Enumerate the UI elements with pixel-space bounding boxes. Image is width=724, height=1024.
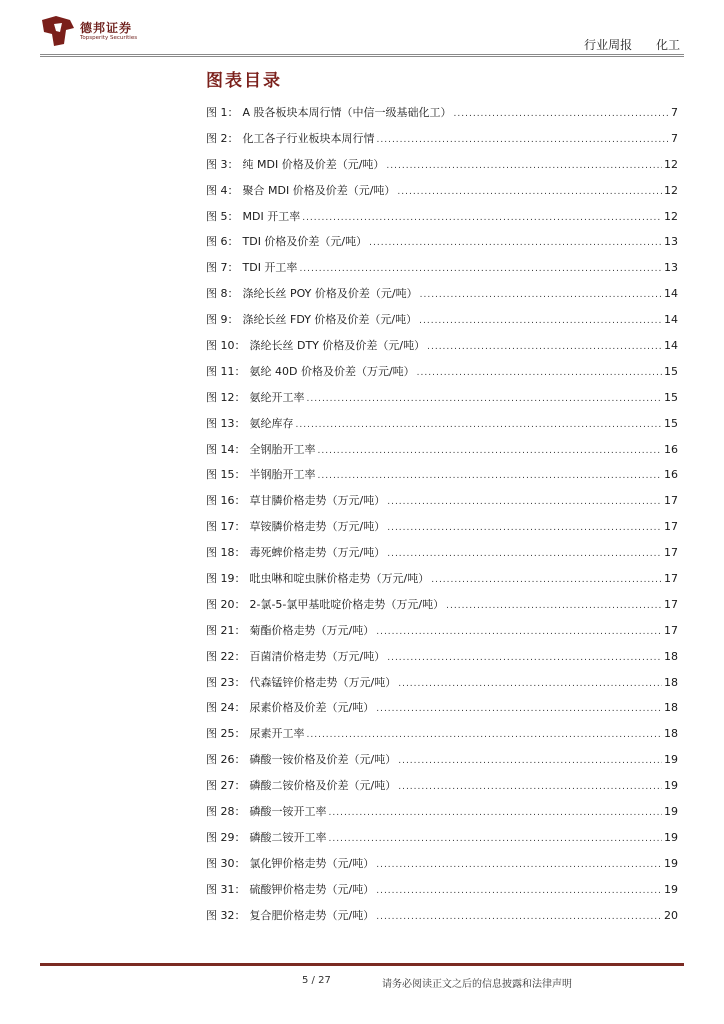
toc-entry[interactable] xyxy=(206,622,678,648)
figure-page-number: 17 xyxy=(664,546,678,560)
figure-page-number: 18 xyxy=(664,675,678,689)
figure-title: 化工各子行业板块本周行情 xyxy=(242,131,375,145)
dot-leader xyxy=(397,187,662,197)
figure-title: TDI 价格及价差（元/吨） xyxy=(242,235,368,249)
logo-icon xyxy=(40,14,76,48)
figure-page-number: 7 xyxy=(671,131,678,145)
dot-leader xyxy=(398,679,662,689)
figure-title: 纯 MDI 价格及价差（元/吨） xyxy=(242,157,385,171)
figure-number: 图 15： xyxy=(206,468,246,482)
dot-leader xyxy=(387,497,662,507)
figure-number: 图 3： xyxy=(206,157,239,171)
toc-entry[interactable] xyxy=(206,182,678,208)
figure-title: 尿素开工率 xyxy=(249,727,305,741)
toc-entry[interactable] xyxy=(206,156,678,182)
figure-number: 图 18： xyxy=(206,546,246,560)
figure-title: 磷酸一铵价格及价差（元/吨） xyxy=(249,753,397,767)
figure-number: 图 28： xyxy=(206,805,246,819)
figure-title: 百菌清价格走势（万元/吨） xyxy=(249,649,386,663)
figure-page-number: 12 xyxy=(664,183,678,197)
figure-title: 氨纶 40D 价格及价差（万元/吨） xyxy=(249,364,415,378)
figure-title: 氨纶库存 xyxy=(249,416,294,430)
dot-leader xyxy=(376,860,662,870)
figure-title: 磷酸二铵开工率 xyxy=(249,830,327,844)
figure-index xyxy=(206,104,678,933)
figure-number: 图 12： xyxy=(206,390,246,404)
figure-page-number: 18 xyxy=(664,727,678,741)
dot-leader xyxy=(302,213,662,223)
figure-title: A 股各板块本周行情（中信一级基础化工） xyxy=(242,106,452,119)
toc-entry[interactable] xyxy=(206,829,678,855)
figure-page-number: 20 xyxy=(664,908,678,922)
figure-number: 图 25： xyxy=(206,727,246,741)
dot-leader xyxy=(376,704,662,714)
toc-entry[interactable] xyxy=(206,466,678,492)
dot-leader xyxy=(329,834,663,844)
figure-title: 涤纶长丝 POY 价格及价差（元/吨） xyxy=(242,287,418,301)
dot-leader xyxy=(398,756,662,766)
toc-entry[interactable] xyxy=(206,725,678,751)
figure-number: 图 19： xyxy=(206,572,246,586)
figure-number: 图 22： xyxy=(206,649,246,663)
figure-number: 图 1： xyxy=(206,106,239,119)
figure-title: 半钢胎开工率 xyxy=(249,468,316,482)
figure-page-number: 15 xyxy=(664,364,678,378)
figure-number: 图 7： xyxy=(206,261,239,275)
figure-page-number: 17 xyxy=(664,572,678,586)
figure-page-number: 7 xyxy=(671,106,678,119)
figure-page-number: 18 xyxy=(664,649,678,663)
figure-page-number: 17 xyxy=(664,520,678,534)
figure-title: 聚合 MDI 价格及价差（元/吨） xyxy=(242,183,396,197)
figure-number: 图 27： xyxy=(206,779,246,793)
company-logo xyxy=(40,14,160,48)
dot-leader xyxy=(296,420,663,430)
dot-leader xyxy=(419,316,662,326)
figure-title: 2-氯-5-氯甲基吡啶价格走势（万元/吨） xyxy=(249,597,445,611)
toc-entry[interactable] xyxy=(206,208,678,234)
toc-entry[interactable] xyxy=(206,492,678,518)
figure-page-number: 17 xyxy=(664,623,678,637)
figure-title: 菊酯价格走势（万元/吨） xyxy=(249,623,375,637)
figure-title: 涤纶长丝 DTY 价格及价差（元/吨） xyxy=(249,339,426,353)
figure-page-number: 19 xyxy=(664,830,678,844)
dot-leader xyxy=(376,886,662,896)
figure-title: 涤纶长丝 FDY 价格及价差（元/吨） xyxy=(242,313,418,327)
figure-number: 图 6： xyxy=(206,235,239,249)
dot-leader xyxy=(398,782,662,792)
figure-number: 图 2： xyxy=(206,131,239,145)
dot-leader xyxy=(386,161,662,171)
figure-title: 复合肥价格走势（元/吨） xyxy=(249,908,375,922)
figure-number: 图 32： xyxy=(206,908,246,922)
figure-number: 图 10： xyxy=(206,339,246,353)
dot-leader xyxy=(387,549,662,559)
sector-label: 化工 xyxy=(655,38,680,52)
figure-title: 尿素价格及价差（元/吨） xyxy=(249,701,375,715)
figure-page-number: 19 xyxy=(664,805,678,819)
page-number: 5 / 27 xyxy=(302,975,331,986)
figure-number: 图 9： xyxy=(206,313,239,327)
dot-leader xyxy=(446,601,662,611)
logo-name: 德邦证券 xyxy=(80,21,133,35)
toc-entry[interactable] xyxy=(206,674,678,700)
toc-title: 图表目录 xyxy=(206,71,282,91)
figure-number: 图 31： xyxy=(206,882,246,896)
figure-number: 图 8： xyxy=(206,287,239,301)
dot-leader xyxy=(377,135,670,145)
header-rule xyxy=(40,54,684,55)
report-type: 行业周报 xyxy=(584,38,633,52)
toc-entry[interactable] xyxy=(206,130,678,156)
figure-number: 图 20： xyxy=(206,597,246,611)
dot-leader xyxy=(376,912,662,922)
toc-entry[interactable] xyxy=(206,441,678,467)
dot-leader xyxy=(387,523,662,533)
figure-title: 代森锰锌价格走势（万元/吨） xyxy=(249,675,397,689)
figure-title: 磷酸二铵价格及价差（元/吨） xyxy=(249,779,397,793)
toc-entry[interactable] xyxy=(206,699,678,725)
dot-leader xyxy=(299,264,662,274)
toc-entry[interactable] xyxy=(206,415,678,441)
toc-entry[interactable] xyxy=(206,104,678,130)
figure-page-number: 19 xyxy=(664,753,678,767)
toc-entry[interactable] xyxy=(206,544,678,570)
dot-leader xyxy=(318,446,663,456)
figure-page-number: 19 xyxy=(664,856,678,870)
figure-page-number: 14 xyxy=(664,313,678,327)
figure-title: 毒死蜱价格走势（万元/吨） xyxy=(249,546,386,560)
toc-entry[interactable] xyxy=(206,518,678,544)
dot-leader xyxy=(369,238,662,248)
figure-page-number: 15 xyxy=(664,390,678,404)
figure-title: 全钢胎开工率 xyxy=(249,442,316,456)
dot-leader xyxy=(417,368,662,378)
figure-number: 图 24： xyxy=(206,701,246,715)
toc-entry[interactable] xyxy=(206,777,678,803)
dot-leader xyxy=(329,808,663,818)
toc-entry[interactable] xyxy=(206,881,678,907)
dot-leader xyxy=(387,653,662,663)
figure-number: 图 16： xyxy=(206,494,246,508)
figure-page-number: 17 xyxy=(664,494,678,508)
dot-leader xyxy=(376,627,662,637)
figure-title: TDI 开工率 xyxy=(242,261,298,275)
dot-leader xyxy=(427,342,662,352)
toc-entry[interactable] xyxy=(206,311,678,337)
figure-page-number: 13 xyxy=(664,235,678,249)
toc-entry[interactable] xyxy=(206,907,678,933)
figure-title: 磷酸一铵开工率 xyxy=(249,805,327,819)
dot-leader xyxy=(454,109,669,119)
figure-number: 图 26： xyxy=(206,753,246,767)
figure-page-number: 18 xyxy=(664,701,678,715)
figure-title: 氯化钾价格走势（元/吨） xyxy=(249,856,375,870)
figure-title: 吡虫啉和啶虫脒价格走势（万元/吨） xyxy=(249,572,430,586)
figure-number: 图 11： xyxy=(206,364,246,378)
figure-number: 图 23： xyxy=(206,675,246,689)
toc-entry[interactable] xyxy=(206,855,678,881)
toc-entry[interactable] xyxy=(206,337,678,363)
figure-number: 图 30： xyxy=(206,856,246,870)
figure-page-number: 13 xyxy=(664,261,678,275)
legal-disclaimer: 请务必阅读正文之后的信息披露和法律声明 xyxy=(382,979,572,990)
logo-subtitle: Topsperity Securities xyxy=(80,35,138,41)
toc-entry[interactable] xyxy=(206,285,678,311)
figure-page-number: 12 xyxy=(664,157,678,171)
figure-number: 图 4： xyxy=(206,183,239,197)
toc-entry[interactable] xyxy=(206,570,678,596)
dot-leader xyxy=(307,394,663,404)
report-header xyxy=(564,36,680,53)
toc-entry[interactable] xyxy=(206,363,678,389)
figure-title: 草铵膦价格走势（万元/吨） xyxy=(249,520,386,534)
figure-title: MDI 开工率 xyxy=(242,209,301,223)
figure-title: 硫酸钾价格走势（元/吨） xyxy=(249,882,375,896)
footer-rule xyxy=(40,963,684,966)
figure-number: 图 13： xyxy=(206,416,246,430)
toc-entry[interactable] xyxy=(206,751,678,777)
toc-entry[interactable] xyxy=(206,803,678,829)
figure-number: 图 17： xyxy=(206,520,246,534)
figure-page-number: 14 xyxy=(664,287,678,301)
dot-leader xyxy=(307,730,663,740)
figure-number: 图 21： xyxy=(206,623,246,637)
figure-page-number: 19 xyxy=(664,779,678,793)
figure-page-number: 17 xyxy=(664,597,678,611)
figure-page-number: 16 xyxy=(664,468,678,482)
figure-number: 图 29： xyxy=(206,830,246,844)
figure-number: 图 5： xyxy=(206,209,239,223)
figure-number: 图 14： xyxy=(206,442,246,456)
figure-page-number: 19 xyxy=(664,882,678,896)
dot-leader xyxy=(431,575,662,585)
toc-entry[interactable] xyxy=(206,648,678,674)
figure-page-number: 15 xyxy=(664,416,678,430)
toc-entry[interactable] xyxy=(206,233,678,259)
toc-entry[interactable] xyxy=(206,389,678,415)
figure-title: 草甘膦价格走势（万元/吨） xyxy=(249,494,386,508)
figure-page-number: 16 xyxy=(664,442,678,456)
toc-entry[interactable] xyxy=(206,259,678,285)
header-rule-secondary xyxy=(40,56,684,57)
toc-entry[interactable] xyxy=(206,596,678,622)
figure-page-number: 12 xyxy=(664,209,678,223)
dot-leader xyxy=(420,290,662,300)
dot-leader xyxy=(318,471,663,481)
figure-page-number: 14 xyxy=(664,339,678,353)
figure-title: 氨纶开工率 xyxy=(249,390,305,404)
